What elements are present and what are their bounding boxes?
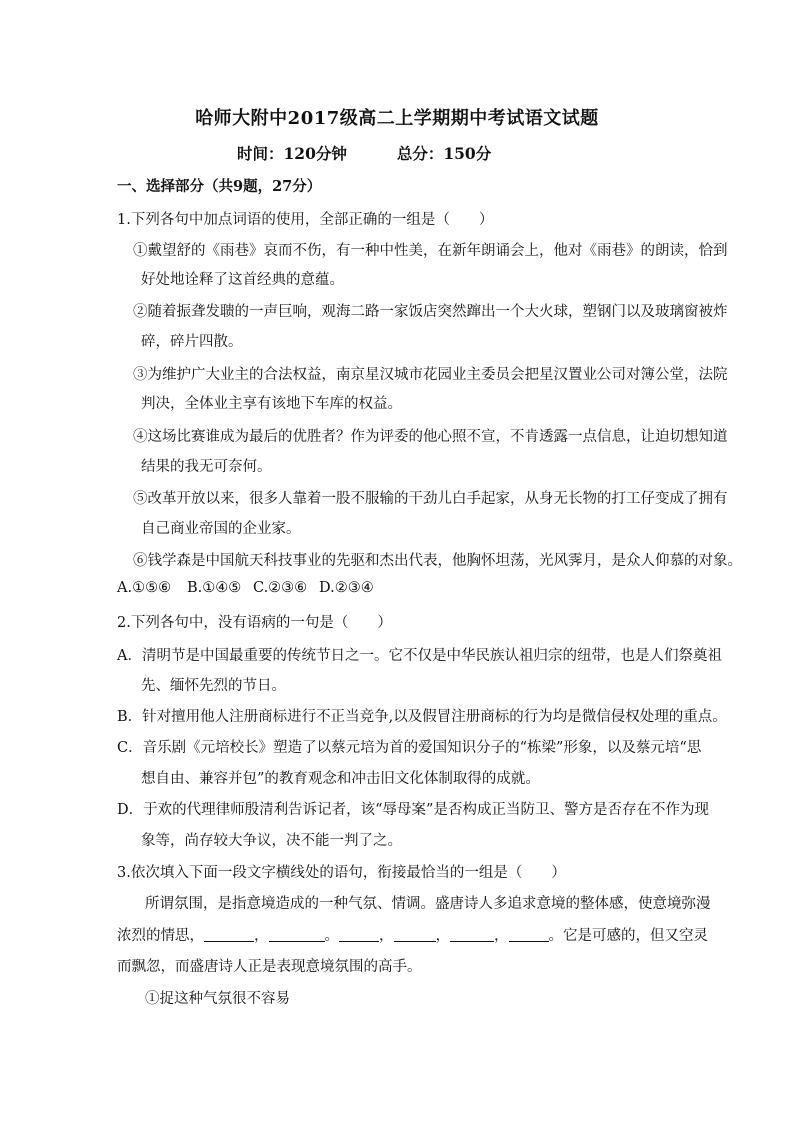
q1-option-c: C.②③⑥ bbox=[253, 580, 308, 596]
separator: ， bbox=[494, 928, 509, 944]
q2-option-d-line2: 象等，尚存较大争议，决不能一判了之。 bbox=[141, 833, 402, 849]
q3-passage-line2-start: 浓烈的情思， bbox=[117, 928, 204, 944]
score-label: 总分：150分 bbox=[396, 144, 492, 163]
q1-item-2-line2: 碎，碎片四散。 bbox=[141, 334, 243, 350]
q1-item-2-line1: ②随着振聋发聩的一声巨响，观海二路一家饭店突然蹿出一个大火球，塑钢门以及玻璃窗被炸 bbox=[133, 304, 728, 320]
q2-option-c-line2: 想自由、兼容并包”的教育观念和冲击旧文化体制取得的成就。 bbox=[141, 771, 540, 787]
q3-choice-1: ①捉这种气氛很不容易 bbox=[145, 991, 290, 1007]
q1-options bbox=[117, 580, 374, 596]
q1-option-a: A.①⑤⑥ bbox=[117, 580, 172, 596]
q1-item-5-line2: 自己商业帝国的企业家。 bbox=[141, 521, 301, 537]
fill-blank-4[interactable] bbox=[394, 927, 436, 942]
section-heading: 一、选择部分（共9题，27分） bbox=[117, 178, 322, 195]
fill-blank-3[interactable] bbox=[339, 927, 379, 942]
q1-item-1-line1: ①戴望舒的《雨巷》哀而不伤，有一种中性美，在新年朗诵会上，他对《雨巷》的朗读，恰到 bbox=[133, 243, 728, 259]
q1-item-6-line1: ⑥钱学森是中国航天科技事业的先驱和杰出代表，他胸怀坦荡，光风霁月，是众人仰慕的对象。 bbox=[133, 553, 742, 569]
q2-stem: 2.下列各句中，没有语病的一句是（ ） bbox=[117, 615, 392, 631]
fill-blank-5[interactable] bbox=[450, 927, 494, 942]
q1-option-b: B.①④⑤ bbox=[187, 580, 242, 596]
q3-passage-line2-end: 。它是可感的，但又空灵 bbox=[548, 928, 708, 944]
q1-stem: 1.下列各句中加点词语的使用，全部正确的一组是（ ） bbox=[117, 212, 494, 228]
q2-option-c-line1: C．音乐剧《元培校长》塑造了以蔡元培为首的爱国知识分子的“栋梁”形象，以及蔡元培“思 bbox=[117, 740, 702, 756]
q3-passage-line3: 而飘忽，而盛唐诗人正是表现意境氛围的高手。 bbox=[117, 959, 422, 975]
q3-stem: 3.依次填入下面一段文字横线处的语句，衔接最恰当的一组是（ ） bbox=[117, 865, 566, 881]
q2-option-a-line2: 先、缅怀先烈的节日。 bbox=[141, 678, 286, 694]
fill-blank-2[interactable] bbox=[269, 927, 325, 942]
q1-item-5-line1: ⑤改革开放以来，很多人靠着一股不服输的干劲儿白手起家，从身无长物的打工仔变成了拥有 bbox=[133, 491, 728, 507]
q1-option-d: D.②③④ bbox=[319, 580, 374, 596]
separator: 。 bbox=[324, 928, 339, 944]
q2-option-b-line1: B．针对擅用他人注册商标进行不正当竞争,以及假冒注册商标的行为均是微信侵权处理的重点。 bbox=[117, 709, 727, 725]
q1-item-4-line2: 结果的我无可奈何。 bbox=[141, 459, 272, 475]
q3-passage-line1: 所谓氛围，是指意境造成的一种气氛、情调。盛唐诗人多追求意境的整体感，使意境弥漫 bbox=[145, 896, 711, 912]
q1-item-3-line2: 判决，全体业主享有该地下车库的权益。 bbox=[141, 396, 402, 412]
separator: ， bbox=[379, 928, 394, 944]
page-title: 哈师大附中2017级高二上学期期中考试语文试题 bbox=[195, 108, 599, 129]
fill-blank-1[interactable] bbox=[204, 927, 254, 942]
exam-meta bbox=[237, 142, 491, 164]
fill-blank-6[interactable] bbox=[509, 927, 549, 942]
separator: ， bbox=[435, 928, 450, 944]
q1-item-4-line1: ④这场比赛谁成为最后的优胜者？作为评委的他心照不宣，不肯透露一点信息，让迫切想知道 bbox=[133, 429, 728, 445]
q2-option-a-line1: A．清明节是中国最重要的传统节日之一。它不仅是中华民族认祖归宗的纽带，也是人们祭奠祖 bbox=[117, 648, 722, 664]
q1-item-3-line1: ③为维护广大业主的合法权益，南京星汉城市花园业主委员会把星汉置业公司对簿公堂，法院 bbox=[133, 367, 728, 383]
q3-passage-line2 bbox=[117, 924, 708, 945]
q1-item-1-line2: 好处地诠释了这首经典的意蕴。 bbox=[141, 272, 344, 288]
q2-option-d-line1: D．于欢的代理律师殷清利告诉记者，该“辱母案”是否构成正当防卫、警方是否存在不作为现 bbox=[117, 802, 709, 818]
separator: ， bbox=[254, 928, 269, 944]
time-label: 时间：120分钟 bbox=[237, 144, 347, 163]
